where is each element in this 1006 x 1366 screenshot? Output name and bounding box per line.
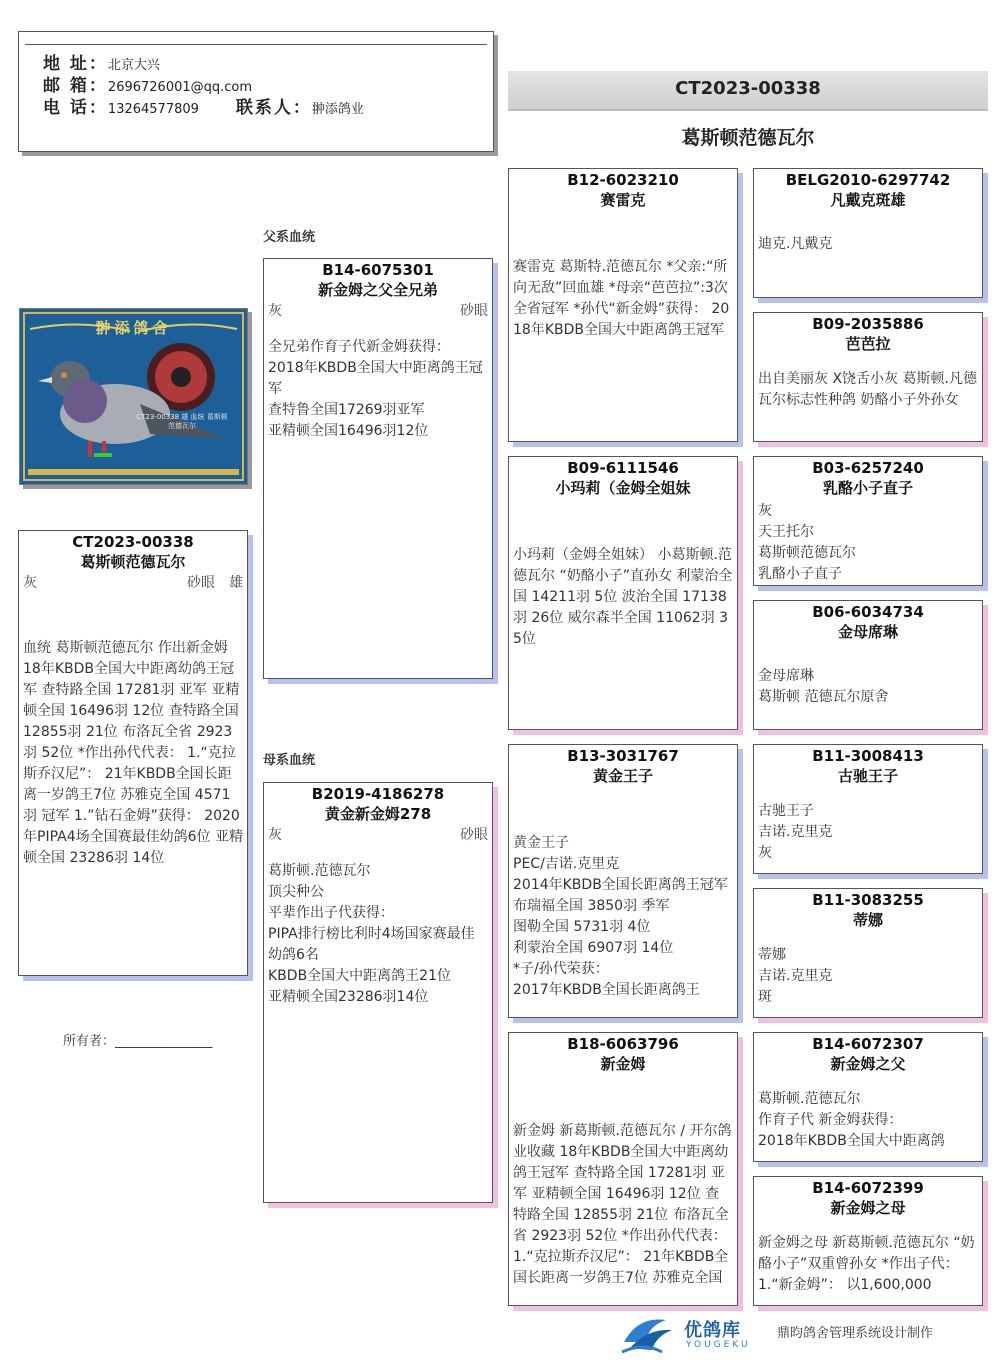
subject-card (18, 530, 248, 976)
dam-card (263, 782, 493, 1203)
email-value: 2696726001@qq.com (107, 80, 253, 95)
ggp-notes: 葛斯顿.范德瓦尔 作育子代 新金姆获得： 2018年KBDB全国大中距离鸽 (758, 1091, 945, 1149)
maternal-label: 母系血统 (263, 753, 316, 768)
gp-notes: 小玛莉（金姆全姐妹） 小葛斯顿.范德瓦尔 “奶酪小子”直孙女 利蒙治全国 14211羽 5位 波治全国 17138羽 26位 威尔森半全国 11062羽 35位 (513, 547, 733, 647)
sire-name: 新金姆之父全兄弟 (317, 281, 438, 299)
footer-credit: 鼎昀鸽舍管理系统设计制作 (777, 1326, 934, 1341)
dam-ring: B2019-4186278 (311, 785, 445, 803)
contact-box (18, 31, 494, 152)
footer-brand: 优鸽库 (684, 1320, 741, 1341)
paternal-label: 父系血统 (263, 230, 316, 245)
great-grandparent-card (753, 600, 983, 730)
photo-banner: 翀添鸽舍 (95, 319, 172, 337)
gp-name: 新金姆 (600, 1055, 646, 1073)
address-row: 地 址：北京大兴 (43, 54, 160, 74)
ggp-ring: B06-6034734 (812, 603, 924, 621)
great-grandparent-card (753, 168, 983, 298)
sire-card (263, 258, 493, 679)
great-grandparent-card (753, 1176, 983, 1306)
ggp-ring: B14-6072307 (812, 1035, 924, 1053)
ggp-ring: B11-3083255 (812, 891, 924, 909)
photo-caption: CT23-00338 雄 血统 葛斯顿范德瓦尔 (136, 413, 228, 430)
address-value: 北京大兴 (107, 58, 160, 73)
gp-name: 小玛莉（金姆全姐妹 (555, 479, 691, 497)
ggp-notes: 古驰王子 吉诺.克里克 灰 (758, 803, 833, 861)
ggp-notes: 迪克.凡戴克 (758, 236, 833, 252)
gp-ring: B12-6023210 (567, 171, 679, 189)
ggp-name: 新金姆之父 (830, 1055, 906, 1073)
ggp-name: 乳酪小子直子 (822, 479, 913, 497)
ggp-ring: B03-6257240 (812, 459, 924, 477)
gp-notes: 黄金王子 PEC/吉诺.克里克 2014年KBDB全国长距离鸽王冠军 布瑞福全国 3850羽 季军 图勒全国 5731羽 4位 利蒙治全国 6907羽 14位 *子/孙代荣获： 2017年KBDB全国长距离鸽王 (513, 835, 728, 998)
ggp-name: 古驰王子 (837, 767, 898, 785)
gp-notes: 赛雷克 葛斯特.范德瓦尔 *父亲:“所向无敌”回血雄 *母亲“芭芭拉”:3次全省冠军 *孙代“新金姆”获得： 2018年KBDB全国大中距离鸽王冠军 (513, 259, 730, 338)
grandparent-card (508, 168, 738, 442)
ggp-ring: BELG2010-6297742 (785, 171, 951, 189)
subject-notes: 血统 葛斯顿范德瓦尔 作出新金姆 18年KBDB全国大中距离幼鸽王冠军 查特路全国 17281羽 亚军 亚精顿全国 16496羽 12位 查特路全国 12855羽 21位 布洛瓦全省 2923羽 52位 *作出孙代代表： 1.“克拉斯乔汉尼”： 21年KBDB全国长距离一岁鸽王7位 苏雅克全国 4571羽 冠军 1.”钻石金姆”获得： 2020年PIPA4场全国赛最佳幼鸽6位 亚精顿全国 23286羽 14位 (23, 640, 243, 866)
owner-label: 所有者：_______________ (63, 1034, 213, 1049)
grandparent-card (508, 744, 738, 1018)
great-grandparent-card (753, 1032, 983, 1162)
footer-logo (618, 1312, 768, 1358)
ggp-notes: 蒂娜 吉诺.克里克 斑 (758, 947, 833, 1005)
ggp-name: 芭芭拉 (845, 335, 891, 353)
dove-logo-icon (618, 1312, 678, 1358)
email-row: 邮 箱：2696726001@qq.com (43, 76, 253, 96)
sire-notes: 全兄弟作育子代新金姆获得： 2018年KBDB全国大中距离鸽王冠军 查特鲁全国17269羽亚军 亚精顿全国16496羽12位 (268, 339, 483, 439)
great-grandparent-card (753, 456, 983, 586)
subject-attrs: 灰 砂眼 雄 (23, 575, 243, 591)
ggp-notes: 金母席琳 葛斯顿 范德瓦尔原舍 (758, 668, 889, 705)
ggp-ring: B11-3008413 (812, 747, 924, 765)
great-grandparent-card (753, 888, 983, 1018)
ggp-ring: B14-6072399 (812, 1179, 924, 1197)
contact-person: 翀添鸽业 (311, 102, 364, 117)
subject-ring: CT2023-00338 (72, 533, 194, 551)
header-name: 葛斯顿范德瓦尔 (681, 127, 815, 149)
dam-attrs: 灰 砂眼 (268, 827, 488, 843)
gp-ring: B13-3031767 (567, 747, 679, 765)
contact-divider (25, 44, 487, 45)
dam-notes: 葛斯顿.范德瓦尔 顶尖种公 平辈作出子代获得： PIPA排行榜比利时4场国家赛最佳幼鸽6名 KBDB全国大中距离鸽王21位 亚精顿全国23286羽14位 (268, 863, 475, 1005)
pigeon-photo (19, 308, 248, 485)
ggp-notes: 灰 天王托尔 葛斯顿范德瓦尔 乳酪小子直子 (758, 503, 856, 582)
ggp-name: 凡戴克斑雄 (830, 191, 906, 209)
header-ring: CT2023-00338 (675, 78, 821, 99)
subject-name: 葛斯顿范德瓦尔 (80, 553, 186, 571)
ggp-notes: 新金姆之母 新葛斯顿.范德瓦尔 “奶酪小子”双重曾孙女 *作出子代： 1.“新金姆”： 以1,600,000 (758, 1235, 975, 1293)
ggp-name: 蒂娜 (852, 911, 883, 929)
ggp-notes: 出自美丽灰 X饶舌小灰 葛斯顿.凡德瓦尔标志性种鸽 奶酪小子外孙女 (758, 371, 977, 408)
gp-ring: B18-6063796 (567, 1035, 679, 1053)
ggp-ring: B09-2035886 (812, 315, 924, 333)
gp-name: 黄金王子 (592, 767, 653, 785)
gp-ring: B09-6111546 (567, 459, 679, 477)
gp-notes: 新金姆 新葛斯顿.范德瓦尔 / 开尔鸽业收藏 18年KBDB全国大中距离幼鸽王冠军 查特路全国 17281羽 亚军 亚精顿全国 16496羽 12位 查特路全国 12855羽 21位 布洛瓦全省 2923羽 52位 *作出孙代代表： 1.“克拉斯乔汉尼”： 21年KBDB全国长距离一岁鸽王7位 苏雅克全国 (513, 1123, 732, 1286)
footer-brand-en: YOUGEKU (686, 1340, 751, 1350)
ggp-name: 金母席琳 (837, 623, 898, 641)
sire-attrs: 灰 砂眼 (268, 303, 488, 319)
ggp-name: 新金姆之母 (830, 1199, 906, 1217)
gp-name: 赛雷克 (600, 191, 646, 209)
grandparent-card (508, 456, 738, 730)
phone-value: 13264577809 (107, 102, 199, 117)
great-grandparent-card (753, 744, 983, 874)
grandparent-card (508, 1032, 738, 1306)
dam-name: 黄金新金姆278 (324, 805, 432, 823)
sire-ring: B14-6075301 (322, 261, 434, 279)
phone-row: 电 话：13264577809 联系人：翀添鸽业 (43, 98, 364, 118)
great-grandparent-card (753, 312, 983, 442)
